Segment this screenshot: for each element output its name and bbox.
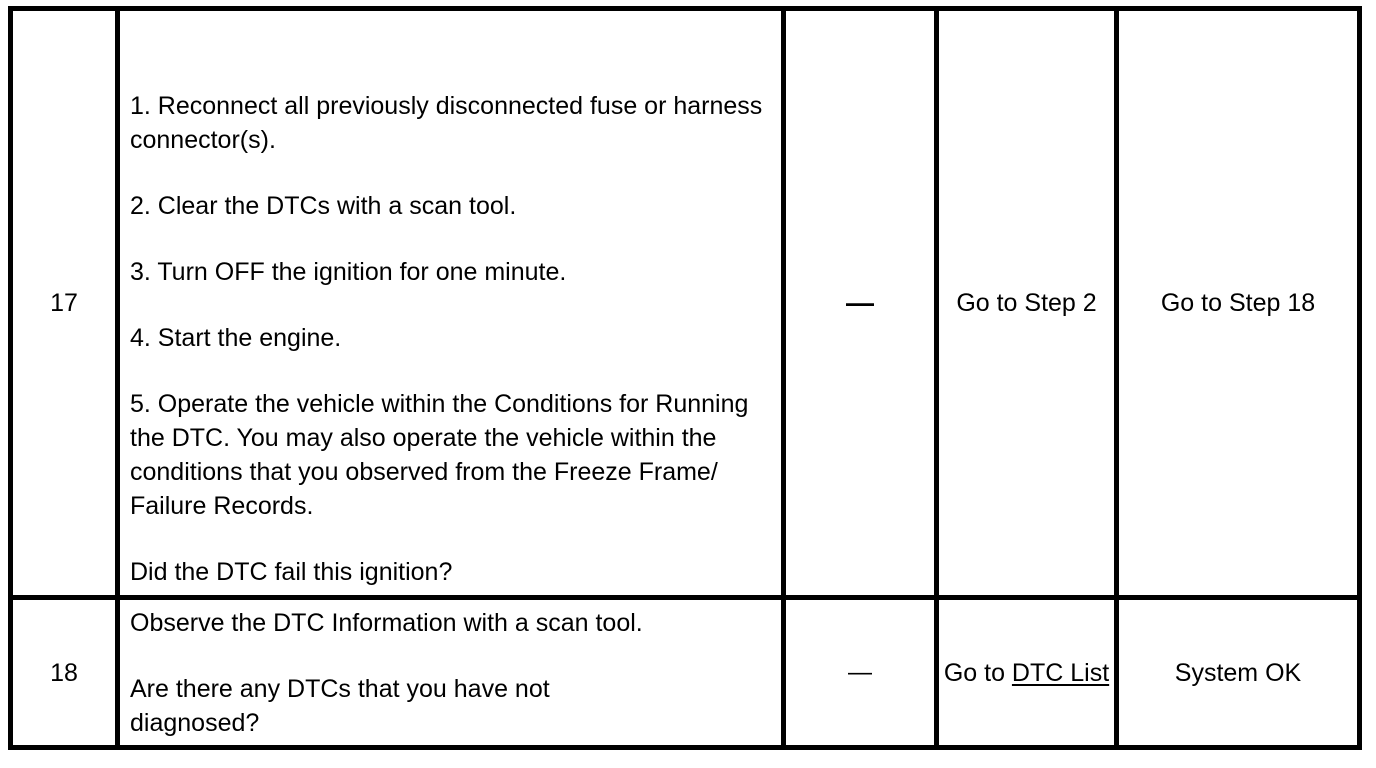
table-row bbox=[11, 598, 1360, 748]
instruction-4: 4. Start the engine. bbox=[130, 324, 342, 352]
instruction-1: Observe the DTC Information with a scan tool. bbox=[130, 608, 643, 637]
step-number: 18 bbox=[11, 598, 118, 748]
table-row bbox=[11, 9, 1360, 598]
step-action bbox=[118, 598, 784, 748]
diagnostic-steps-table bbox=[8, 6, 1362, 750]
step-number: 17 bbox=[11, 9, 118, 598]
instruction-2: 2. Clear the DTCs with a scan tool. bbox=[130, 192, 517, 220]
action-text bbox=[130, 606, 775, 740]
question: Are there any DTCs that you have not diagnosed? bbox=[130, 674, 550, 737]
instruction-3: 3. Turn OFF the ignition for one minute. bbox=[130, 258, 567, 286]
step-yes bbox=[937, 598, 1117, 748]
step-action bbox=[118, 9, 784, 598]
instruction-1: 1. Reconnect all previously disconnected fuse or harness connector(s). bbox=[130, 92, 763, 154]
action-text bbox=[130, 11, 775, 595]
step-yes: Go to Step 2 bbox=[937, 9, 1117, 598]
step-value bbox=[784, 9, 937, 598]
value-dash: — bbox=[848, 659, 872, 686]
dtc-list-link[interactable]: DTC List bbox=[1011, 658, 1110, 687]
question: Did the DTC fail this ignition? bbox=[130, 558, 453, 586]
step-value bbox=[784, 598, 937, 748]
value-dash: — bbox=[846, 286, 874, 318]
step-no: Go to Step 18 bbox=[1117, 9, 1360, 598]
go-to-prefix: Go to bbox=[943, 658, 1012, 687]
instruction-5: 5. Operate the vehicle within the Conditions for Running the DTC. You may also operate the vehicle within the conditions that you observed from the Freeze Frame/ Failure Records. bbox=[130, 390, 749, 520]
step-no: System OK bbox=[1117, 598, 1360, 748]
